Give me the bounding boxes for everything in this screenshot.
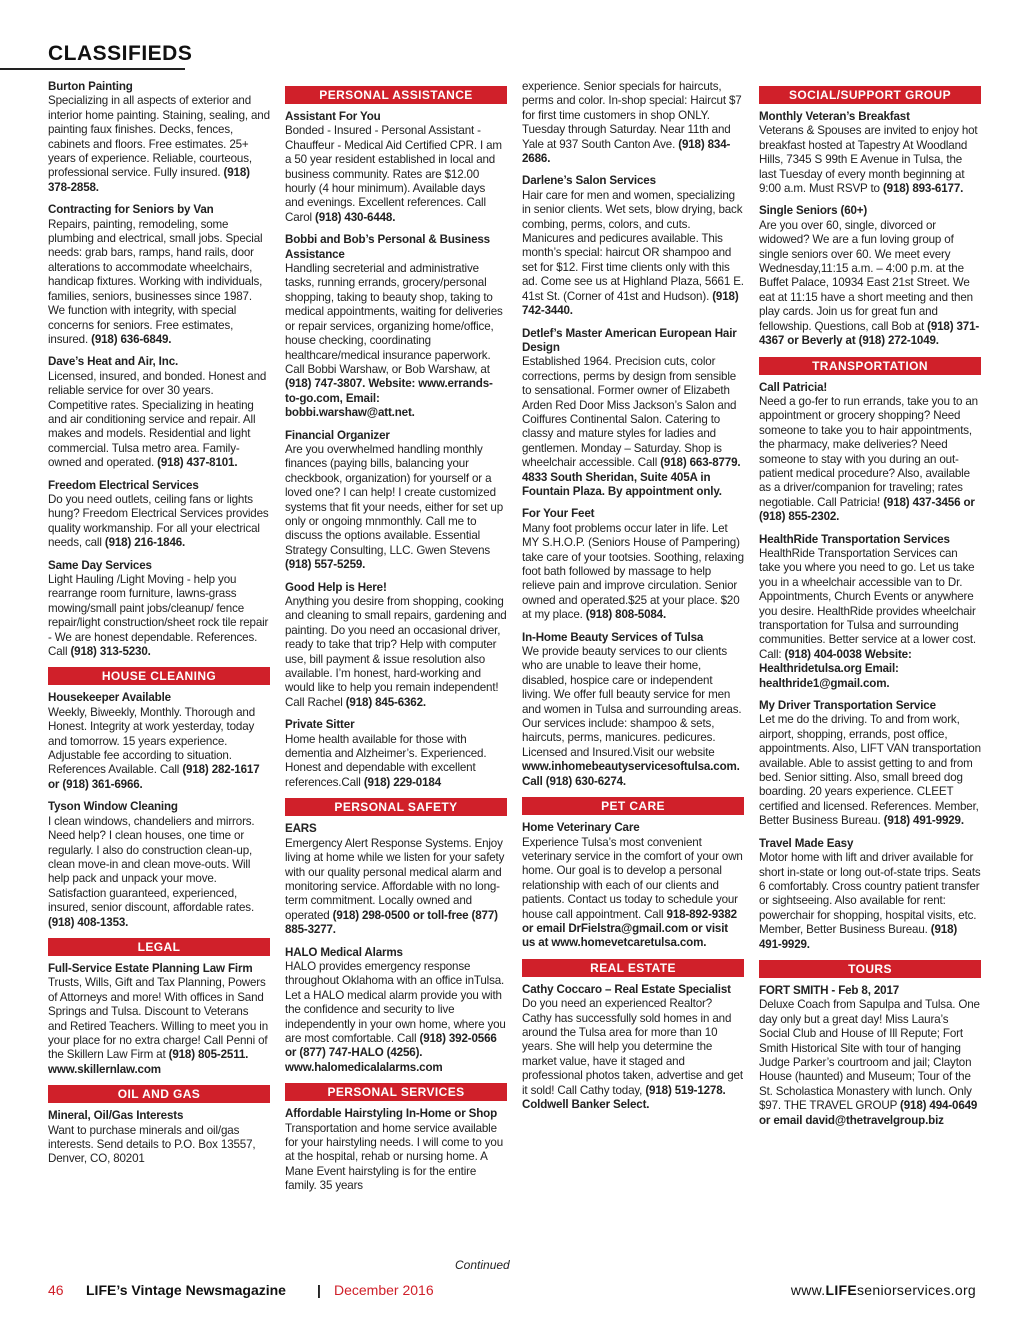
ad-text: Anything you desire from shopping, cooking and cleaning to small repairs, gardening and painting. Do you need an occasional driver, ready to take that trip? Help with computer use, bill payment & issue resolution also available. I’m honest, hard-working and would like to help you remain independent! Call Rachel (285, 595, 507, 709)
ad-body (522, 355, 744, 499)
ad-body (48, 976, 270, 1077)
ad-title: My Driver Transportation Service (759, 699, 936, 713)
ad-body (48, 493, 270, 551)
ad-contact: (918) 808-5084. (585, 608, 667, 622)
classified-ad (759, 204, 981, 348)
ad-body (759, 713, 981, 828)
ad-text: Bonded - Insured - Personal Assistant - Chauffeur - Medical Aid Certified CPR. I am a 50 year resident established in local and business community. Rates are $12.00 hourly (4 hour minimum). Available days and evenings. Excellent references. Call Carol (285, 124, 502, 224)
classified-ad (759, 984, 981, 1128)
ad-title: Travel Made Easy (759, 836, 854, 850)
section-header: PERSONAL SAFETY (285, 798, 507, 816)
ad-body (285, 595, 507, 710)
column-1 (48, 80, 270, 1175)
ad-contact: (918) 371-4367 or Beverly at (918) 272-1049. (759, 319, 980, 348)
ad-body (48, 573, 270, 659)
ad-contact: (918) 834-2686. (522, 137, 731, 166)
ad-contact: (918) 313-5230. (70, 645, 151, 659)
ad-title: FORT SMITH - Feb 8, 2017 (759, 983, 900, 997)
classified-ad (48, 80, 270, 195)
ad-contact: (918) 229-0184 (363, 775, 441, 789)
ad-contact: (918) 494-0649 or email david@thetravelgroup.biz (759, 1099, 978, 1127)
ad-contact: (918) 216-1846. (104, 536, 186, 550)
section-header: SOCIAL/SUPPORT GROUP (759, 86, 981, 104)
ad-contact: (918) 491-9929. (883, 814, 964, 828)
ad-contact: (918) 298-0500 or toll-free (877) 885-3277. (285, 908, 498, 937)
classified-ad (759, 110, 981, 196)
ad-text: Experience Tulsa’s most convenient veterinary service in the comfort of your own home. Our goal is to develop a personal relationship with each of our clients and patients. Contact us today to schedule your house call appointment. Call (522, 835, 743, 921)
classified-ad (48, 479, 270, 551)
column-3 (522, 80, 744, 1120)
ad-contact: (918) 437-3456 or (918) 855-2302. (759, 495, 975, 524)
ad-text: Repairs, painting, remodeling, some plumbing and electrical, small jobs. Special needs: grab bars, ramps, hand rails, door alterations to accommodate wheelchairs, handicap fixtures. Working with individuals, families, seniors, businesses since 1987. We function with integrity, with special concerns for seniors. Free estimates, insured. (48, 217, 263, 346)
ad-text: Are you over 60, single, divorced or widowed? We are a fun loving group of single seniors over 60. We meet every Wednesday,11:15 a.m. – 4:00 p.m. at the Buffet Palace, 10934 East 21st Street. We eat at 11:15 have a short meeting and then play cards. Join us for great fun and fellowship. Questions, call Bob at (759, 218, 973, 333)
ad-title: Tyson Window Cleaning (48, 800, 178, 814)
ad-text: Many foot problems occur later in life. Let MY S.H.O.P. (Seniors House of Pampering) take care of your tootsies. Soothing, relaxing foot bath followed by massage to help relieve pain and improve circulation. Senior owned and operated.$25 at your place. $20 at my place. (522, 521, 744, 622)
section-header: OIL AND GAS (48, 1085, 270, 1103)
ad-contact: (918) 392-0566 or (877) 747-HALO (4256). www.halomedicalalarms.com (285, 1031, 497, 1074)
website-brand: LIFE (825, 1282, 857, 1298)
ad-title: Private Sitter (285, 718, 355, 732)
ad-title: Housekeeper Available (48, 691, 171, 705)
ad-title: HALO Medical Alarms (285, 945, 403, 959)
magazine-name: LIFE’s Vintage Newsmagazine (86, 1282, 286, 1298)
ad-contact: (918) 404-0038 Website: Healthridetulsa.org Email: healthride1@gmail.com. (759, 647, 912, 690)
section-header: TOURS (759, 960, 981, 978)
ad-contact: (918) 845-6362. (345, 695, 426, 709)
ad-text: Veterans & Spouses are invited to enjoy hot breakfast hosted at Tapestry At Woodland Hills, 7345 S 99th E Avenue in Tulsa, the last Tuesday of every month beginning at 9:00 a.m. Must RSVP to (759, 124, 978, 196)
ad-text: Hair care for men and women, specializing in senior clients. Wet sets, blow drying, back combing, perms, colors, and cuts. Manicures and pedicures available. This month’s special: haircut OR shampoo and set for $12. First time clients only with this ad. Come see us at Highland Plaza, 5661 E. 41st St. (Corner of 41st and Hudson). (522, 188, 744, 303)
ad-title: Single Seniors (60+) (759, 204, 868, 218)
ad-text: Motor home with lift and driver available for short in-state or long out-of-state trips. Seats 6 comfortably. Cross country patient transfer or sightseeing. Also available for rent: powerchair for shopping, hospital visits, etc. Member, Better Business Bureau. (759, 851, 981, 937)
ad-contact: (918) 663-8779. 4833 South Sheridan, Suite 405A in Fountain Plaza. By appointment only. (522, 456, 741, 498)
classified-ad (285, 1107, 507, 1193)
ad-text: Light Hauling /Light Moving - help you rearrange room furniture, lawns-grass mowing/small paint jobs/cleanup/ fence repair/light construction/sheet rock tile repair - We are honest dependable. References. Call (48, 573, 269, 659)
ad-title: Full-Service Estate Planning Law Firm (48, 961, 253, 975)
ad-text: Specializing in all aspects of exterior and interior home painting. Staining, sealing, and painting faux finishes. Decks, fences, cabinets and floors. Free estimates. 25+ years of experience. Reliable, courteous, professional service. Fully insured. (48, 94, 270, 180)
classified-ad (285, 110, 507, 225)
ad-title: For Your Feet (522, 507, 595, 521)
ad-body (759, 547, 981, 691)
ad-contact: 918-892-9382 or email DrFielstra@gmail.com or visit us at www.homevetcaretulsa.com. (522, 907, 737, 950)
section-header: LEGAL (48, 938, 270, 956)
footer-separator: | (317, 1282, 321, 1298)
ad-contact: (918) 491-9929. (759, 923, 958, 951)
ad-contact: (918) 893-6177. (882, 182, 964, 196)
classified-ad (48, 203, 270, 347)
ad-contact: (918) 747-3807. Website: www.errands-to-go.com, Email: bobbi.warshaw@att.net. (285, 377, 493, 420)
ad-body (48, 94, 270, 195)
ad-body (759, 998, 981, 1128)
ad-title: HealthRide Transportation Services (759, 532, 950, 546)
ad-title: EARS (285, 822, 317, 836)
ad-contact: (918) 282-1617 or (918) 361-6966. (48, 763, 260, 791)
ad-text: Weekly, Biweekly, Monthly. Thorough and Honest. Integrity at work yesterday, today and tomorrow. 15 years experience. Adjustable fee according to situation. References Available. Call (48, 705, 256, 777)
ad-body (522, 80, 744, 166)
ad-body (48, 370, 270, 471)
ad-body (522, 836, 744, 951)
classified-ad (48, 962, 270, 1077)
section-header: PERSONAL ASSISTANCE (285, 86, 507, 104)
classified-ad (522, 821, 744, 951)
ad-title: Detlef’s Master American European Hair Design (522, 326, 737, 354)
ad-title: Financial Organizer (285, 428, 390, 442)
ad-title: Burton Painting (48, 80, 133, 93)
classified-ad (522, 983, 744, 1113)
column-4 (759, 80, 981, 1136)
ad-contact: (918) 408-1353. (48, 915, 129, 929)
ad-text: Let me do the driving. To and from work, airport, shopping, errands, post office, appointments. Also, LIFT VAN transportation available. Able to assist getting to and from bed. Senior sitting. Also, small breed dog boarding. 20 years experience. CLEET certified and licensed. References. Member, Better Business Bureau. (759, 713, 981, 828)
classified-ad (285, 946, 507, 1076)
classified-ad (522, 631, 744, 789)
ad-contact: (918) 519-1278. Coldwell Banker Select. (522, 1083, 726, 1111)
ad-title: Home Veterinary Care (522, 821, 640, 835)
continued-note: Continued (455, 1258, 510, 1272)
ad-title: Assistant For You (285, 110, 381, 123)
website-prefix: www. (790, 1282, 826, 1298)
ad-title: Contracting for Seniors by Van (48, 203, 214, 217)
classified-ad (48, 1109, 270, 1167)
ad-body (759, 219, 981, 349)
ad-text: Trusts, Wills, Gift and Tax Planning, Powers of Attorneys and more! With offices in Sand Springs and Tulsa. Discount to Veterans and Retired Teachers. Willing to meet you in your place for no extra charge! Call Penni of the Skillern Law Firm at (48, 976, 269, 1062)
ad-body (285, 262, 507, 420)
classified-ad (285, 822, 507, 937)
ad-contact: (918) 742-3440. (522, 289, 739, 318)
ad-body (48, 1124, 270, 1167)
classified-ad (285, 718, 507, 790)
ad-body (759, 124, 981, 196)
ad-contact: (918) 805-2511. www.skillernlaw.com (48, 1048, 249, 1076)
website-suffix: seniorservices.org (857, 1282, 976, 1298)
ad-title: Good Help is Here! (285, 580, 387, 594)
classified-ad (522, 327, 744, 500)
ad-title: Cathy Coccaro – Real Estate Specialist (522, 982, 731, 996)
ad-body (759, 851, 981, 952)
page-footer (0, 1282, 1024, 1306)
ad-contact: www.inhomebeautyservicesoftulsa.com. Call (918) 630-6274. (522, 760, 740, 788)
ad-body (285, 837, 507, 938)
ad-title: Dave’s Heat and Air, Inc. (48, 355, 179, 369)
ad-contact: (918) 430-6448. (315, 210, 396, 224)
ad-text: Deluxe Coach from Sapulpa and Tulsa. One day only but a great day! Miss Laura’s Social Club and House of Ill Repute; Fort Smith Historical Site with tour of hanging Judge Parker’s courtroom and jail; Clayton House (haunted) and Museum; Tour of the St. Scholastica Monastery with lunch. Only $97. THE TRAVEL GROUP (759, 998, 980, 1113)
column-2 (285, 80, 507, 1202)
issue-date: December 2016 (334, 1282, 434, 1298)
ad-title: Bobbi and Bob’s Personal & Business Assistance (285, 233, 490, 261)
ad-contact: (918) 636-6849. (91, 332, 172, 346)
ad-body (522, 645, 744, 789)
ad-text: We provide beauty services to our clients who are unable to leave their home, disabled, hospice care or independent living. We offer full beauty service for men and women in Tulsa and surrounding areas. Our services include: shampoo & sets, haircuts, perms, manicures. pedicures. Licensed and Insured.Visit our website (522, 645, 742, 759)
website-link[interactable] (791, 1282, 976, 1298)
page-header (48, 42, 984, 72)
ad-text: Emergency Alert Response Systems. Enjoy living at home while we listen for your safety with our quality personal medical alarm and monitoring service. Affordable with no long-term commitment. Locally owned and operated (285, 836, 505, 922)
ad-text: HALO provides emergency response throughout Oklahoma with an office inTulsa. Let a HALO medical alarm provide you with the confidence and security to live independently in your own home, where you are most comfortable. Call (285, 959, 506, 1045)
ad-title: Call Patricia! (759, 380, 828, 394)
header-rule (0, 68, 185, 70)
section-header: PERSONAL SERVICES (285, 1083, 507, 1101)
ad-contact: (918) 557-5259. (285, 558, 366, 572)
ad-text: Licensed, insured, and bonded. Honest and reliable service for over 30 years. Competitive rates. Specializing in heating and air conditioning service and repair. All makes and models. Residential and light commercial. Tulsa metro area. Family-owned and operated. (48, 369, 267, 470)
ad-body (48, 218, 270, 348)
ad-title: Same Day Services (48, 558, 152, 572)
ad-body (285, 960, 507, 1075)
classified-ad (48, 691, 270, 792)
ad-text: I clean windows, chandeliers and mirrors. Need help? I clean houses, one time or regularly. I also do construction clean-up, clean move-in and clean move-outs. Will help pack and unpack your move. Satisfaction guaranteed, experienced, insured, senior discount, affordable rates. (48, 814, 255, 915)
ad-body (48, 815, 270, 930)
ad-body (285, 1122, 507, 1194)
classified-ad (285, 233, 507, 420)
ad-text: Handling secreterial and administrative tasks, running errands, grocery/personal shopping, taking to beauty shop, taking to medical appointments, waiting for deliveries or repair services, organizing home/office, house checking, coordinating healthcare/medical insurance paperwork. Call Bobbi Warshaw, or Bob Warshaw, at (285, 262, 503, 376)
classified-ad (285, 429, 507, 573)
ad-text: Transportation and home service available for your hairstyling needs. I will come to you at the hospital, rehab or nursing home. A Mane Event hairstyling is for the entire family. 35 years (285, 1121, 503, 1193)
classified-ad (285, 581, 507, 711)
ad-body (48, 706, 270, 792)
ad-text: Want to purchase minerals and oil/gas interests. Send details to P.O. Box 13557, Denver, CO, 80201 (48, 1123, 256, 1166)
ad-text: Do you need outlets, ceiling fans or lights hung? Freedom Electrical Services provides quality workmanship. For all your electrical needs, call (48, 492, 269, 550)
ad-title: Freedom Electrical Services (48, 478, 199, 492)
ad-body (285, 124, 507, 225)
ad-text: Are you overwhelmed handling monthly finances (paying bills, balancing your checkbook, organization) for yourself or a loved one? I can help! I create customized systems that fit your needs, either for set up only or ongoing mnmonthly. Call me to discuss the options available. Essential Strategy Consulting, LLC. Gwen Stevens (285, 442, 503, 557)
classified-ad (759, 381, 981, 525)
ad-body (285, 443, 507, 573)
section-header: TRANSPORTATION (759, 357, 981, 375)
ad-contact: (918) 378-2858. (48, 166, 250, 194)
classified-ad (522, 80, 744, 166)
classified-ad (48, 559, 270, 660)
page-title: CLASSIFIEDS (48, 42, 193, 65)
classified-ad (522, 174, 744, 318)
classified-ad (48, 800, 270, 930)
ad-title: Affordable Hairstyling In-Home or Shop (285, 1107, 498, 1121)
ad-body (522, 189, 744, 319)
ad-text: experience. Senior specials for haircuts, perms and color. In-shop special: Haircut $7 for first time customers in shop ONLY. Tuesday through Saturday. Near 11th and Yale at 937 South Canton Ave. (522, 80, 742, 151)
ad-title: Darlene’s Salon Services (522, 174, 656, 188)
classified-ad (759, 699, 981, 829)
ad-body (522, 997, 744, 1112)
ad-text: Home health available for those with dementia and Alzheimer’s. Experienced. Honest and dependable with excellent references.Call (285, 732, 487, 789)
page-number: 46 (48, 1282, 64, 1298)
section-header: PET CARE (522, 797, 744, 815)
classified-ad (759, 837, 981, 952)
ad-text: Established 1964. Precision cuts, color corrections, perms by design from sensible to sensational. Former owner of Elizabeth Arden Red Door Miss Jackson’s Salon and Coiffures Continental Salon. Catering to classy and mature styles for ladies and gentlemen. Monday – Saturday. Shop is wheelchair accessible. Call (522, 355, 737, 470)
classified-ad (48, 355, 270, 470)
ad-title: Monthly Veteran’s Breakfast (759, 110, 910, 123)
ad-text: Need a go-fer to run errands, take you to an appointment or grocery shopping? Need someone to take you to hair appointments, the pharmacy, make deliveries? Need someone to stay with you during an out-patient medical procedure? Also, available as a driver/companion for traveling; rates negotiable. Call Patricia! (759, 394, 978, 509)
section-header: REAL ESTATE (522, 959, 744, 977)
ad-body (759, 395, 981, 525)
ad-text: HealthRide Transportation Services can take you where you need to go. Let us take you in a wheelchair accessible van to Dr. Appointments, Church Events or anywhere you desire. HealthRide provides wheelchair transportation for Tulsa and surrounding communities. Better service at a lower cost. Call: (759, 546, 976, 661)
classified-ad (759, 533, 981, 691)
ad-text: Do you need an experienced Realtor? Cathy has successfully sold homes in and around the Tulsa area for more than 10 years. She will help you determine the market value, have it staged and professional photos taken, advertise and get it sold! Call Cathy today, (522, 997, 743, 1097)
ad-title: In-Home Beauty Services of Tulsa (522, 630, 704, 644)
ad-body (285, 733, 507, 791)
ad-title: Mineral, Oil/Gas Interests (48, 1109, 184, 1123)
ad-contact: (918) 437-8101. (157, 456, 238, 470)
section-header: HOUSE CLEANING (48, 667, 270, 685)
ad-body (522, 522, 744, 623)
classified-ad (522, 507, 744, 622)
